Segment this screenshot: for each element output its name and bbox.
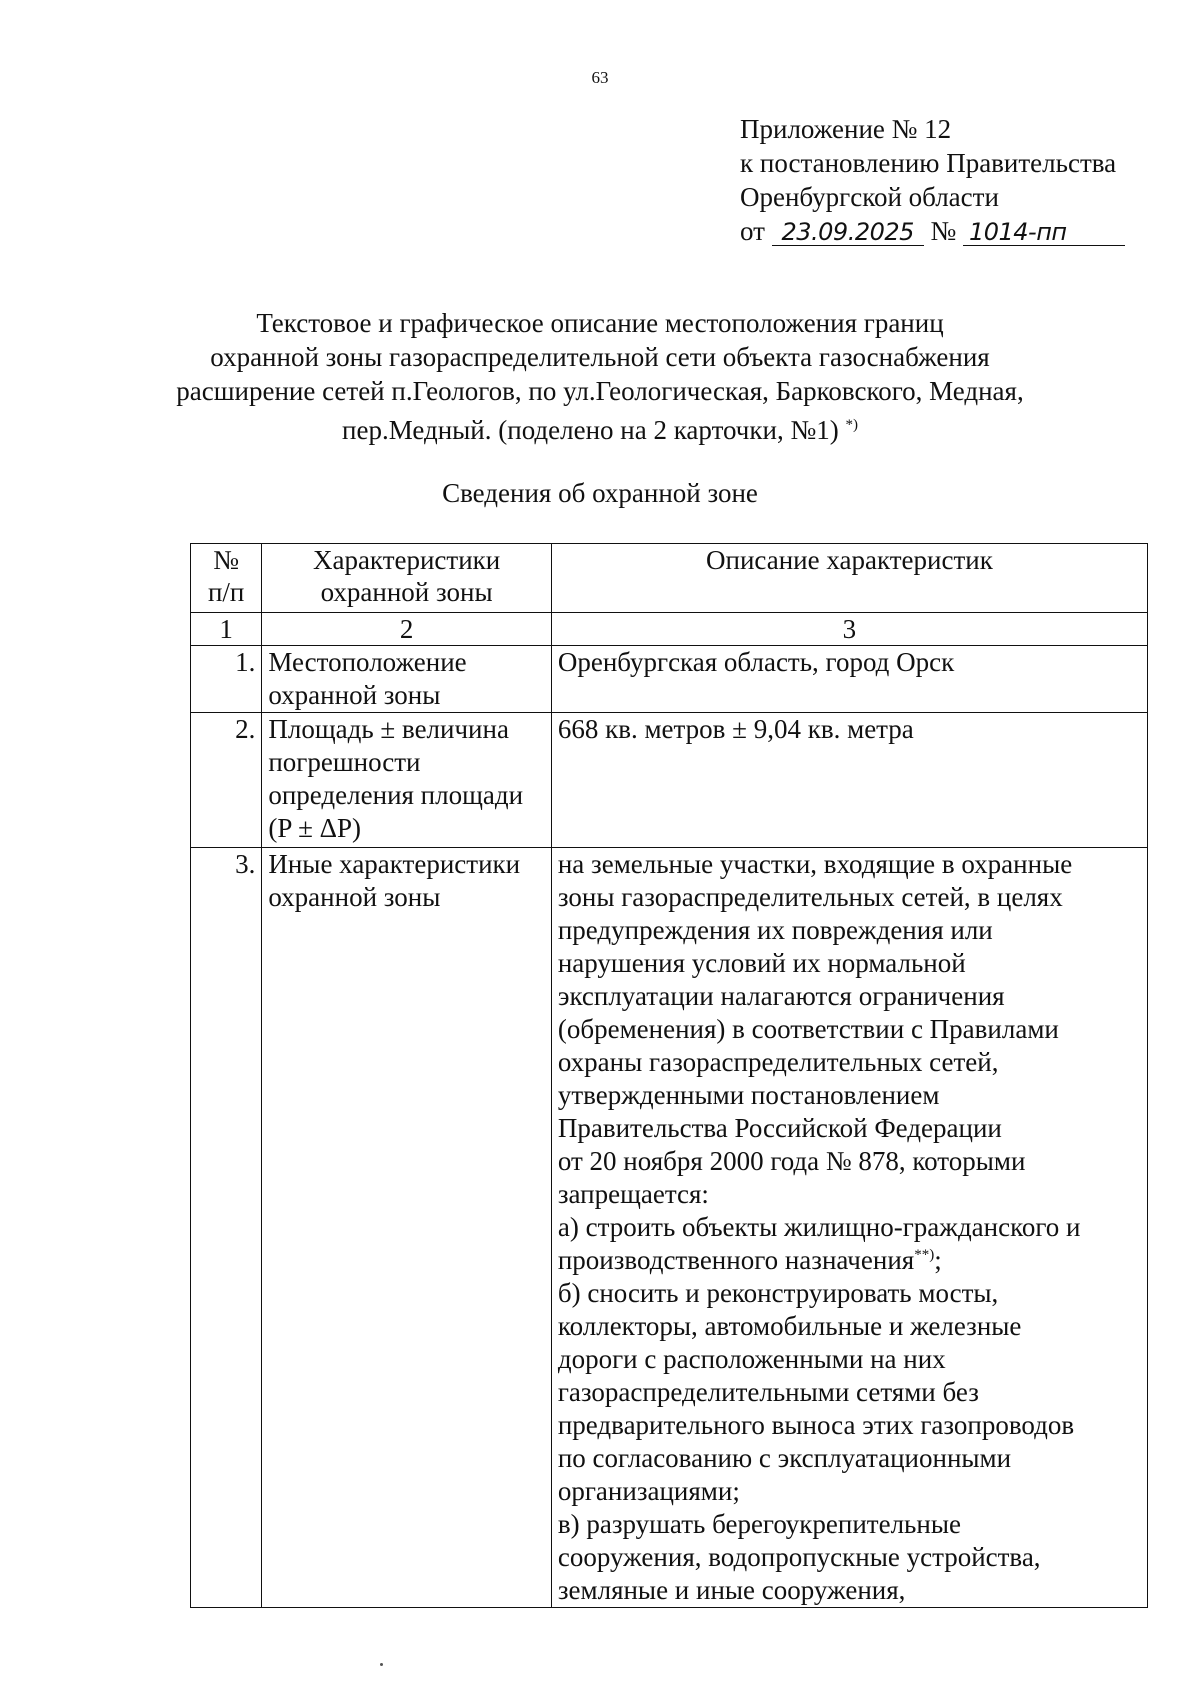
protection-zone-table xyxy=(190,543,1148,1608)
text-line: а) строить объекты жилищно-гражданского и xyxy=(557,1212,1081,1242)
handwritten-date: 23.09.2025 xyxy=(772,219,924,246)
text-line: организациями; xyxy=(557,1476,740,1506)
row-description xyxy=(551,713,1147,848)
title-line: расширение сетей п.Геологов, по ул.Геологическая, Барковского, Медная, xyxy=(176,376,1024,406)
column-number-row xyxy=(191,613,1148,646)
text-line: б) сносить и реконструировать мосты, xyxy=(557,1278,999,1308)
text-line: (обременения) в соответствии с Правилами xyxy=(557,1014,1059,1044)
text-line: по согласованию с эксплуатационными xyxy=(557,1443,1012,1473)
text-line: производственного назначения xyxy=(557,1245,915,1275)
row-number: 2. xyxy=(191,713,262,848)
from-label: от xyxy=(740,216,765,246)
appendix-resolution: к постановлению Правительства xyxy=(740,148,1117,178)
text-line: определения площади xyxy=(268,780,524,810)
text-line: охраны газораспределительных сетей, xyxy=(557,1047,999,1077)
text-line: Местоположение xyxy=(268,647,467,677)
header-number-line: п/п xyxy=(207,577,245,607)
text-line: Иные характеристики xyxy=(268,849,521,879)
appendix-date-number xyxy=(740,214,1125,248)
row-description xyxy=(551,848,1147,1608)
header-characteristics xyxy=(262,544,552,613)
row-number: 3. xyxy=(191,848,262,1608)
row-characteristic xyxy=(262,713,552,848)
scan-speck xyxy=(380,1663,383,1666)
text-line: охранной зоны xyxy=(268,882,441,912)
section-subtitle: Сведения об охранной зоне xyxy=(442,478,758,508)
text-line: эксплуатации налагаются ограничения xyxy=(557,981,1005,1011)
appendix-title: Приложение № 12 xyxy=(740,114,952,144)
text-line: погрешности xyxy=(268,747,421,777)
table-header-row xyxy=(191,544,1148,613)
appendix-region: Оренбургской области xyxy=(740,182,999,212)
column-number: 2 xyxy=(262,613,552,646)
text-line: на земельные участки, входящие в охранные xyxy=(557,849,1073,879)
title-line-text: пер.Медный. (поделено на 2 карточки, №1) xyxy=(342,415,839,445)
text-line: 668 кв. метров ± 9,04 кв. метра xyxy=(557,714,914,744)
text-line: предупреждения их повреждения или xyxy=(557,915,993,945)
title-footnote-mark: *) xyxy=(845,417,858,433)
text-line: Оренбургская область, город Орск xyxy=(557,647,955,677)
text-line: охранной зоны xyxy=(268,680,441,710)
handwritten-number: 1014-пп xyxy=(963,219,1125,246)
table-row xyxy=(191,848,1148,1608)
text-line: нарушения условий их нормальной xyxy=(557,948,966,978)
text-line: (P ± ΔP) xyxy=(268,813,362,843)
header-number xyxy=(191,544,262,613)
text-line: предварительного выноса этих газопроводов xyxy=(557,1410,1075,1440)
text-line: газораспределительными сетями без xyxy=(557,1377,979,1407)
page-number: 63 xyxy=(591,68,609,87)
text-line: от 20 ноября 2000 года № 878, которыми xyxy=(557,1146,1026,1176)
text-line-with-footnote xyxy=(558,1244,1141,1277)
document-title xyxy=(150,306,1050,447)
table-row xyxy=(191,713,1148,848)
appendix-block xyxy=(740,112,1125,248)
table-row xyxy=(191,646,1148,713)
title-line: охранной зоны газораспределительной сети объекта газоснабжения xyxy=(210,342,990,372)
text-line-end: ; xyxy=(934,1245,942,1275)
row-characteristic xyxy=(262,646,552,713)
text-line: в) разрушать берегоукрепительные xyxy=(557,1509,961,1539)
text-line: Правительства Российской Федерации xyxy=(557,1113,1002,1143)
text-line: дороги с расположенными на них xyxy=(557,1344,946,1374)
text-line: сооружения, водопропускные устройства, xyxy=(557,1542,1041,1572)
text-line: земляные и иные сооружения, xyxy=(557,1575,906,1605)
header-characteristics-line: охранной зоны xyxy=(320,577,493,607)
title-line xyxy=(150,408,1050,447)
text-line: зоны газораспределительных сетей, в целях xyxy=(557,882,1063,912)
title-line: Текстовое и графическое описание местоположения границ xyxy=(256,308,944,338)
header-characteristics-line: Характеристики xyxy=(312,545,501,575)
text-line: Площадь ± величина xyxy=(268,714,509,744)
header-number-line: № xyxy=(213,545,240,575)
text-line: утвержденными постановлением xyxy=(557,1080,940,1110)
text-line: коллекторы, автомобильные и железные xyxy=(557,1311,1022,1341)
text-line: запрещается: xyxy=(557,1179,709,1209)
footnote-mark: **) xyxy=(914,1247,935,1263)
row-number: 1. xyxy=(191,646,262,713)
column-number: 3 xyxy=(551,613,1147,646)
number-label: № xyxy=(930,216,957,246)
column-number: 1 xyxy=(191,613,262,646)
row-characteristic xyxy=(262,848,552,1608)
row-description xyxy=(551,646,1147,713)
header-description: Описание характеристик xyxy=(551,544,1147,613)
